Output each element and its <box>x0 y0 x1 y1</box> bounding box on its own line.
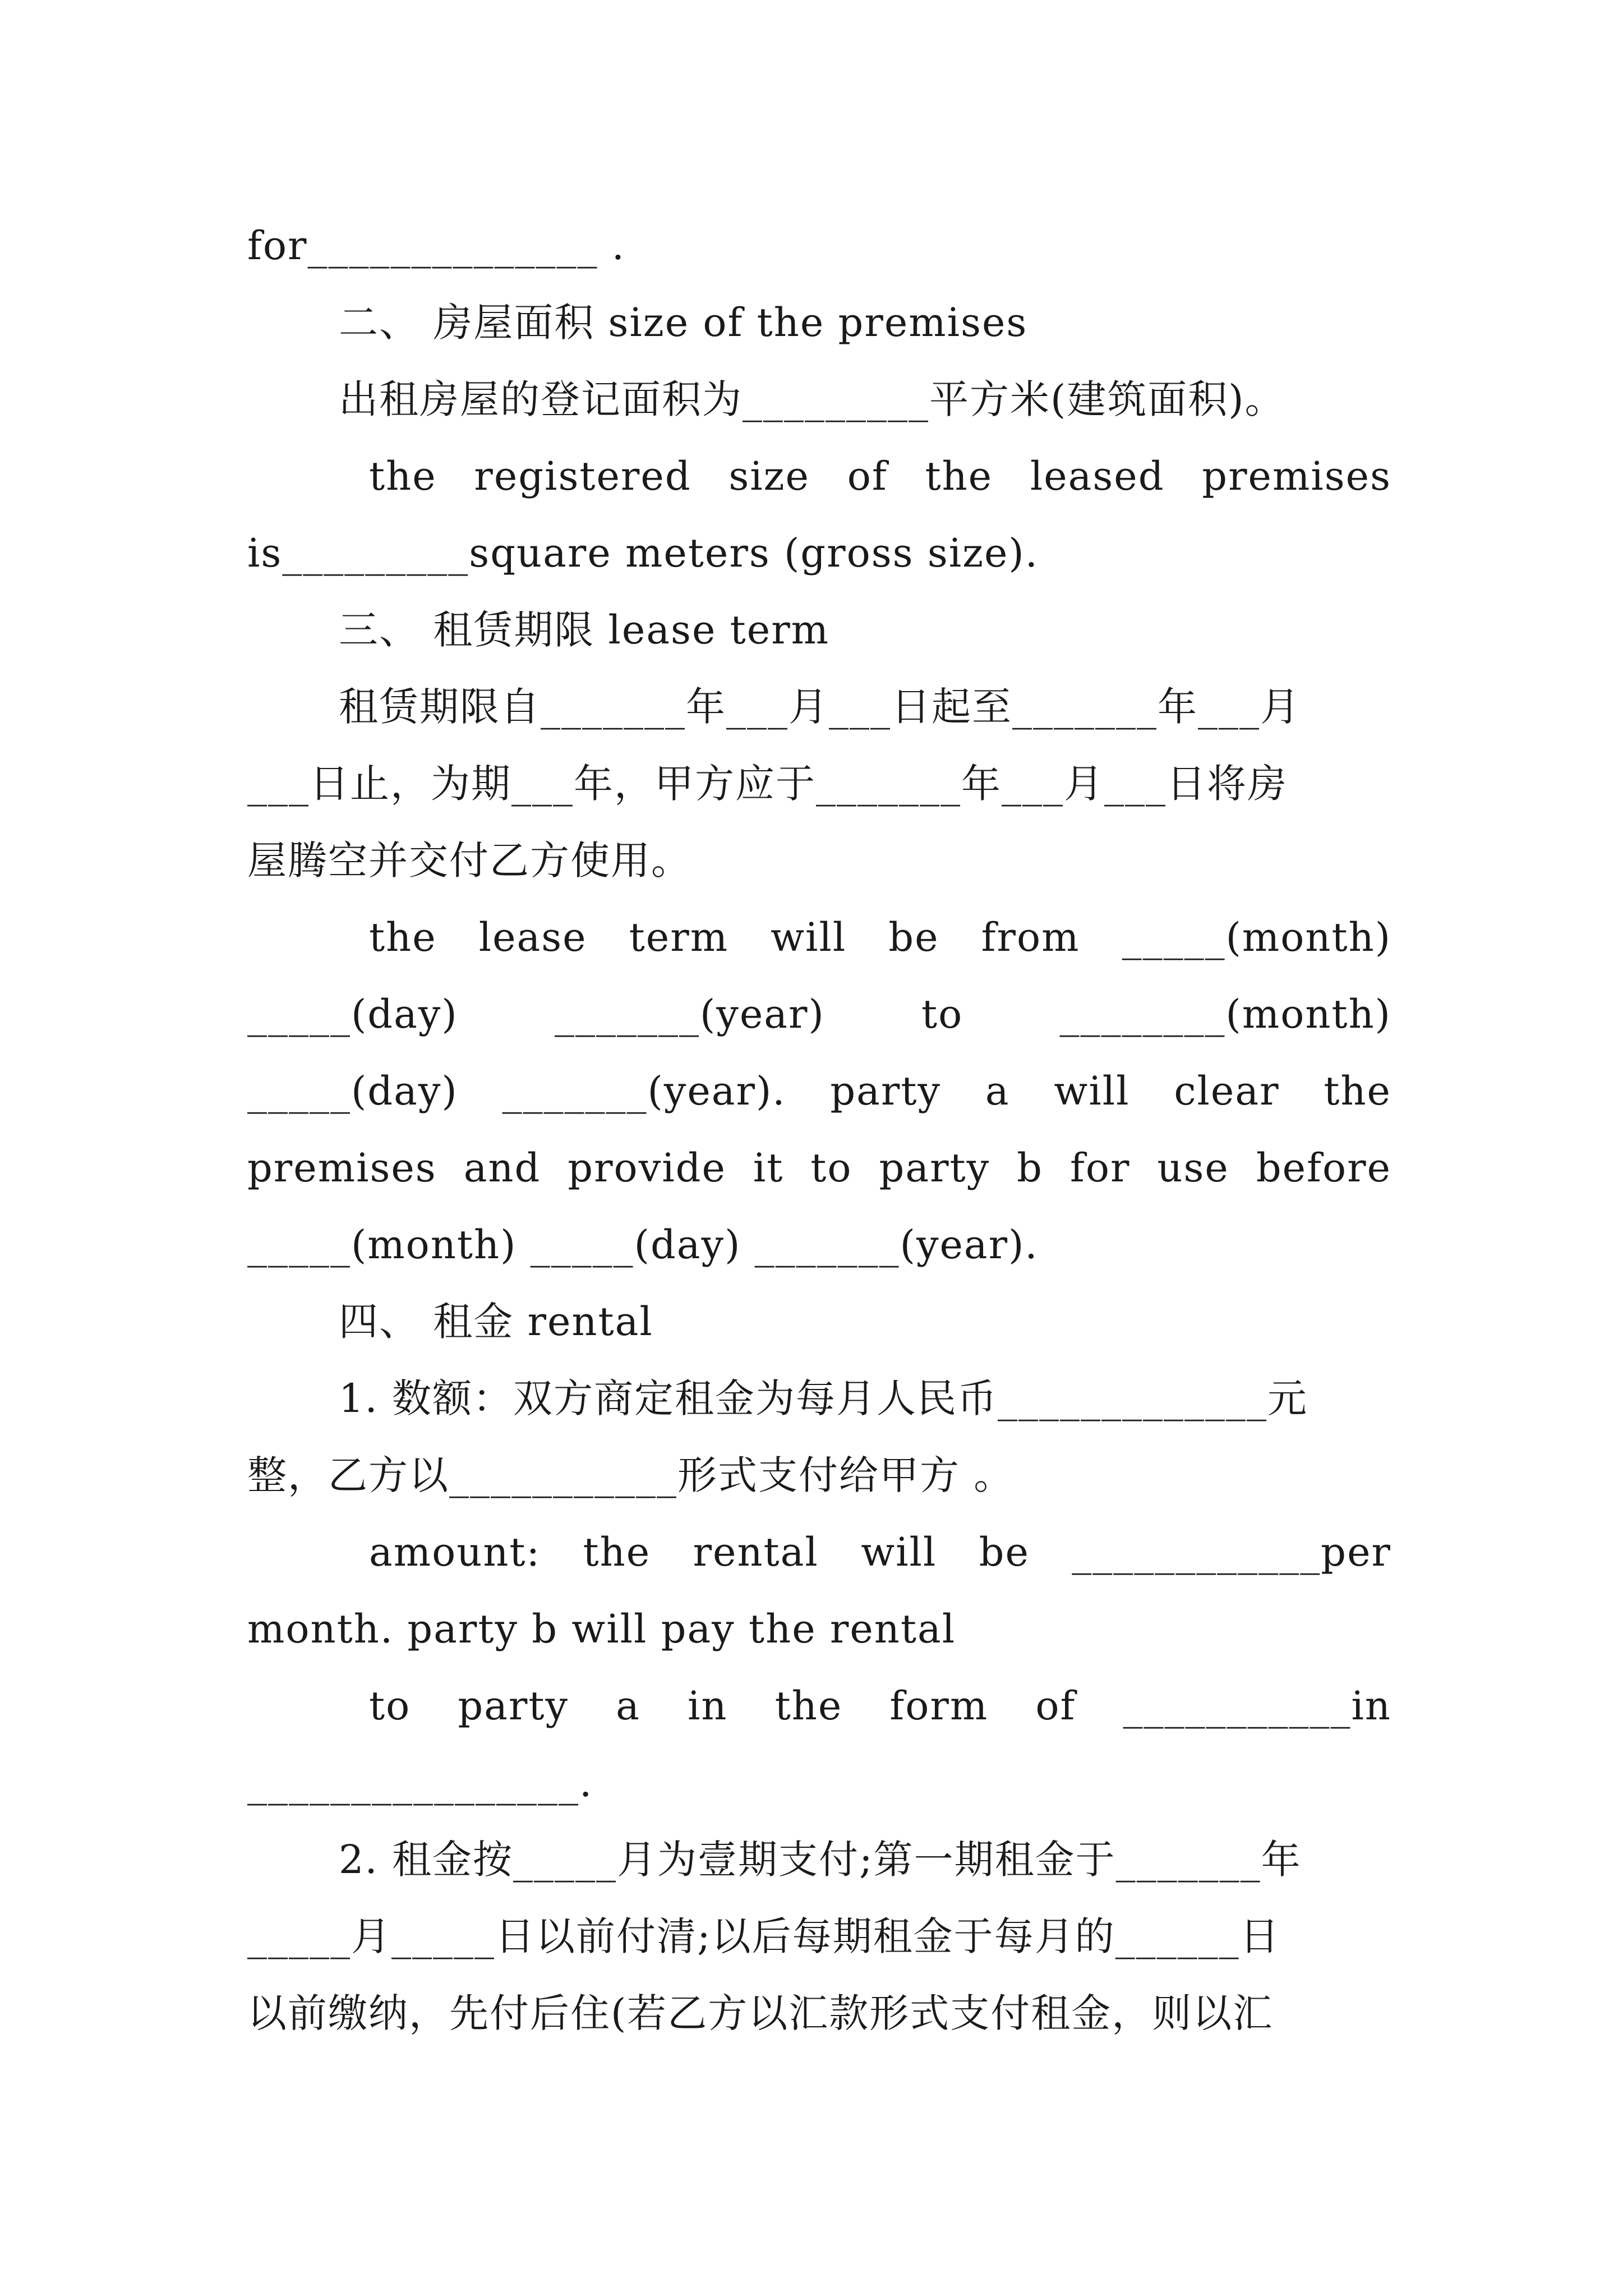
section-heading: 四、 租金 rental <box>339 1299 653 1345</box>
text-line: _____(month) _____(day) _______(year). <box>247 1222 1039 1268</box>
text-line: month. party b will pay the rental <box>247 1606 956 1652</box>
text-line: _____月_____日以前付清;以后每期租金于每月的______日 <box>247 1913 1280 1959</box>
text-line: 1. 数额：双方商定租金为每月人民币_____________元 <box>339 1375 1308 1421</box>
text-line: 整，乙方以___________形式支付给甲方 。 <box>247 1452 1015 1498</box>
text-line: ________________. <box>247 1760 593 1806</box>
text-line: 屋腾空并交付乙方使用。 <box>247 838 691 884</box>
text-line: is_________square meters (gross size). <box>247 530 1039 576</box>
section-heading: 二、 房屋面积 size of the premises <box>339 300 1028 346</box>
text-line: the registered size of the leased premises <box>369 453 1391 499</box>
text-line: 以前缴纳，先付后住(若乙方以汇款形式支付租金，则以汇 <box>247 1990 1274 2036</box>
text-line: ___日止，为期___年，甲方应于_______年___月___日将房 <box>247 761 1288 807</box>
text-line: 租赁期限自_______年___月___日起至_______年___月 <box>339 684 1301 730</box>
text-line: for______________ . <box>247 223 626 269</box>
text-line: 出租房屋的登记面积为_________平方米(建筑面积)。 <box>339 376 1285 422</box>
section-heading: 三、 租赁期限 lease term <box>339 607 830 653</box>
text-line: amount: the rental will be ____________per <box>369 1529 1391 1575</box>
text-line: to party a in the form of ___________in <box>369 1683 1391 1729</box>
text-line: 2. 租金按_____月为壹期支付;第一期租金于_______年 <box>339 1837 1302 1883</box>
text-line: _____(day) _______(year). party a will clear the <box>247 1068 1391 1114</box>
text-line: premises and provide it to party b for use before <box>247 1145 1391 1191</box>
text-line: the lease term will be from _____(month) <box>369 914 1391 960</box>
text-line: _____(day) _______(year) to ________(month) <box>247 991 1391 1037</box>
